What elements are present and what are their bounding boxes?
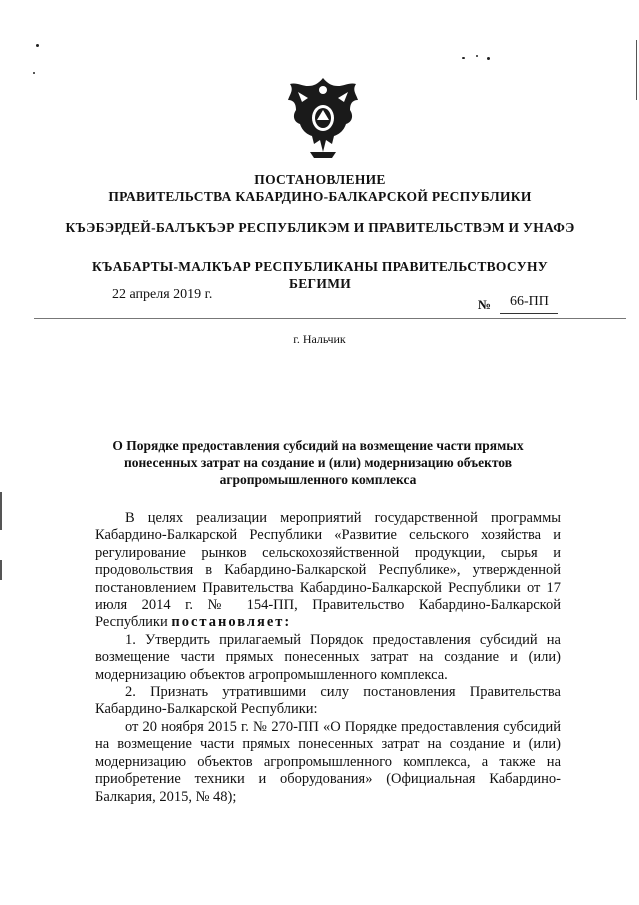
header-government-ru: ПРАВИТЕЛЬСТВА КАБАРДИНО-БАЛКАРСКОЙ РЕСПУБЛИКИ xyxy=(108,189,532,204)
scan-speck xyxy=(36,44,39,47)
preamble-text: В целях реализации мероприятий государственной программы Кабардино-Балкарской Республики «Развитие сельского хозяйства и регулирование рынков сельскохозяйственной продукции, сырья и продовольствия в Кабардино-Балкарской Республике», утвержденной постановлением Правительства Кабардино-Балкарской Республики от 17 июля 2014 г. № 154-ПП, Правительство Кабардино-Балкарской Республики xyxy=(95,510,561,631)
scan-speck xyxy=(487,57,490,60)
document-date: 22 апреля 2019 г. xyxy=(112,287,213,302)
header-title: ПОСТАНОВЛЕНИЕ xyxy=(254,172,386,187)
document-title: О Порядке предоставления субсидий на возмещение части прямых понесенных затрат на создание и (или) модернизацию объектов агропромышленного комплекса xyxy=(112,438,524,487)
paragraph-item-1: 1. Утвердить прилагаемый Порядок предоставления субсидий на возмещение части прямых понесенных затрат на создание и (или) модернизацию объектов агропромышленного комплекса. xyxy=(95,631,561,683)
number-sign: № xyxy=(478,297,492,312)
decree-keyword: постановляет: xyxy=(171,614,292,631)
document-body xyxy=(95,510,561,806)
document-number: 66-ПП xyxy=(510,294,549,309)
paragraph-preamble xyxy=(95,510,561,632)
scan-edge-mark xyxy=(636,40,637,100)
coat-of-arms-emblem xyxy=(284,74,362,160)
header-divider xyxy=(34,318,626,319)
scan-edge-mark xyxy=(0,560,2,580)
scan-speck xyxy=(33,72,35,74)
scan-speck xyxy=(462,57,465,59)
scan-edge-mark xyxy=(0,492,2,530)
number-underline xyxy=(500,313,558,314)
header-government-kabardian: КЪЭБЭРДЕЙ-БАЛЪКЪЭР РЕСПУБЛИКЭМ И ПРАВИТЕЛЬСТВЭМ И УНАФЭ xyxy=(65,220,575,235)
paragraph-item-2: 2. Признать утратившими силу постановления Правительства Кабардино-Балкарской Республики: xyxy=(95,684,561,718)
header-government-balkar: КЪАБАРТЫ-МАЛКЪАР РЕСПУБЛИКАНЫ ПРАВИТЕЛЬСТВОСУНУ БЕГИМИ xyxy=(92,259,548,291)
scan-speck xyxy=(476,55,478,57)
city-name: г. Нальчик xyxy=(293,332,346,346)
paragraph-item-2-sub: от 20 ноября 2015 г. № 270-ПП «О Порядке предоставления субсидий на возмещение части прямых понесенных затрат на создание и (или) модернизацию объектов агропромышленного комплекса, а также на приобретение техники и оборудования» (Официальная Кабардино-Балкария, 2015, № 48); xyxy=(95,718,561,805)
